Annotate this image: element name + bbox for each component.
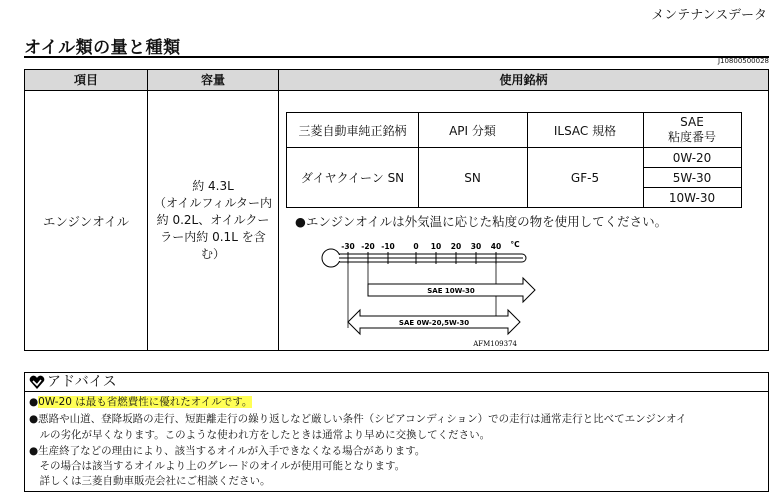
table-divider <box>278 70 279 350</box>
advice-body <box>24 392 769 492</box>
oil-table <box>24 69 769 351</box>
temp-tick-label: 30 <box>470 242 482 251</box>
title-rule <box>24 56 769 58</box>
advice-highlight: 0W-20 は最も省燃費性に優れたオイルです。 <box>38 396 253 408</box>
temp-tick-label: -20 <box>361 242 375 251</box>
advice-line: その場合は該当するオイルより上のグレードのオイルが使用可能となります。 <box>29 460 406 472</box>
advice-line: ●生産終了などの理由により、該当するオイルが入手できなくなる場合があります。 <box>29 445 426 457</box>
advice-title: アドバイス <box>47 374 117 390</box>
temp-tick-label: 0 <box>413 242 419 251</box>
temperature-viscosity-diagram <box>317 232 537 350</box>
range-label-10w30: SAE 10W-30 <box>427 287 475 295</box>
document-code: J10800500028 <box>717 57 769 65</box>
temp-tick-label: 20 <box>450 242 462 251</box>
header-brand: 使用銘柄 <box>499 73 548 87</box>
sae-value: 0W-20 <box>672 150 712 165</box>
capacity-line: ラー内約 0.1L を含 <box>160 230 266 244</box>
ilsac-value: GF-5 <box>570 170 600 185</box>
header-capacity: 容量 <box>200 73 225 87</box>
sae-value: 10W-30 <box>668 190 716 205</box>
capacity-line: （オイルフィルター内 <box>154 196 272 210</box>
cell-capacity <box>148 91 278 350</box>
table-header-row <box>25 70 768 91</box>
sae-header: SAE 粘度番号 <box>667 115 716 144</box>
capacity-line: む） <box>200 247 225 261</box>
temp-unit: °C <box>510 240 520 249</box>
viscosity-note: ●エンジンオイルは外気温に応じた粘度の物を使用してください。 <box>295 214 668 229</box>
sae-value: 5W-30 <box>672 170 712 185</box>
header-category: メンテナンスデータ <box>651 8 767 23</box>
temp-tick-label: 40 <box>490 242 502 251</box>
temp-tick-label: 10 <box>430 242 442 251</box>
section-title: オイル類の量と種類 <box>24 38 181 58</box>
advice-highlight-line: ●0W-20 は最も省燃費性に優れたオイルです。 <box>29 396 253 408</box>
capacity-line: 約 0.2L、オイルクー <box>156 213 270 227</box>
advice-title-box <box>24 372 769 392</box>
figure-code: AFM109374 <box>473 340 517 348</box>
brand-header: 三菱自動車純正銘柄 <box>298 123 407 138</box>
temp-tick-label: -10 <box>381 242 395 251</box>
advice-heart-icon <box>29 375 45 390</box>
range-label-0w20-5w30: SAE 0W-20,5W-30 <box>398 319 470 327</box>
api-header: API 分類 <box>449 123 496 138</box>
brand-value: ダイヤクイーン SN <box>300 171 405 185</box>
temp-tick-label: -30 <box>341 242 355 251</box>
brand-table <box>286 112 742 208</box>
cell-item: エンジンオイル <box>42 213 130 229</box>
header-item: 項目 <box>73 73 98 87</box>
api-value: SN <box>464 170 481 185</box>
advice-line: 詳しくは三菱自動車販売会社にご相談ください。 <box>29 475 271 487</box>
advice-line: ●悪路や山道、登降坂路の走行、短距離走行の繰り返しなど厳しい条件（シビアコンディション）での走行は通常走行と比べてエンジンオイ <box>29 413 687 425</box>
capacity-line: 約 4.3L <box>192 179 234 193</box>
ilsac-header: ILSAC 規格 <box>553 123 617 138</box>
advice-line: ルの劣化が早くなります。このような使われ方をしたときは通常より早めに交換してください。 <box>29 429 491 441</box>
